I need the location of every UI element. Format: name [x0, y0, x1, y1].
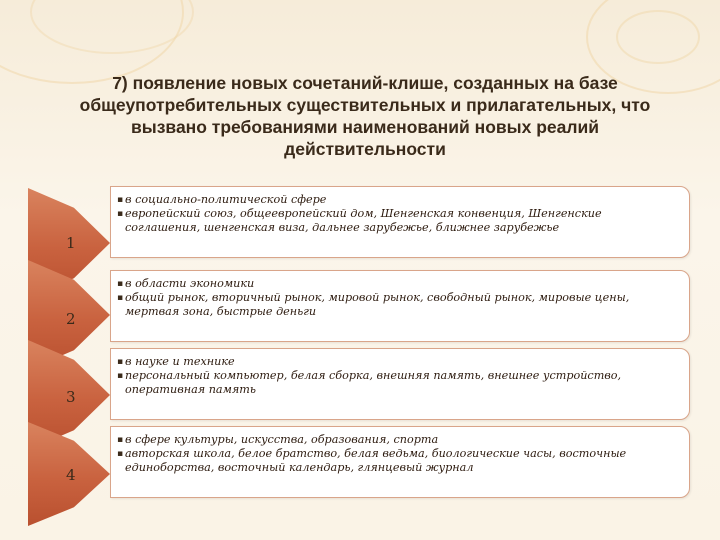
list-item [28, 186, 690, 258]
item-area: в науке и технике [125, 355, 235, 368]
bullet-icon: ▪ [117, 279, 124, 289]
item-number: 3 [66, 388, 76, 406]
bullet-icon: ▪ [117, 435, 124, 445]
item-number: 1 [66, 234, 76, 252]
item-examples: европейский союз, общеевропейский дом, Шенгенская конвенция, Шенгенские соглашения, шенгенская виза, дальнее зарубежье, ближнее зарубежье [125, 207, 602, 234]
item-area: в социально-политической сфере [125, 193, 327, 206]
bullet-icon: ▪ [117, 195, 124, 205]
bullet-icon: ▪ [117, 293, 124, 303]
item-box [110, 270, 690, 342]
item-box [110, 426, 690, 498]
bullet-icon: ▪ [117, 209, 124, 219]
item-box [110, 348, 690, 420]
list-item [28, 270, 690, 342]
item-examples: персональный компьютер, белая сборка, внешняя память, внешнее устройство, оперативная память [125, 369, 622, 396]
item-examples: авторская школа, белое братство, белая ведьма, биологические часы, восточные единоборства, восточный календарь, глянцевый журнал [125, 447, 627, 474]
item-number: 4 [66, 466, 76, 484]
item-box [110, 186, 690, 258]
bullet-icon: ▪ [117, 371, 124, 381]
list-item [28, 348, 690, 420]
item-number: 2 [66, 310, 76, 328]
slide-title: 7) появление новых сочетаний-клише, созданных на базе общеупотребительных существительных и прилагательных, что вызвано требованиями наименований новых реалий действительности [79, 73, 651, 159]
bullet-icon: ▪ [117, 449, 124, 459]
bullet-icon: ▪ [117, 357, 124, 367]
list-item [28, 426, 690, 498]
item-examples: общий рынок, вторичный рынок, мировой рынок, свободный рынок, мировые цены, мертвая зона, быстрые деньги [125, 291, 630, 318]
item-area: в сфере культуры, искусства, образования, спорта [125, 433, 439, 446]
item-area: в области экономики [125, 277, 255, 290]
